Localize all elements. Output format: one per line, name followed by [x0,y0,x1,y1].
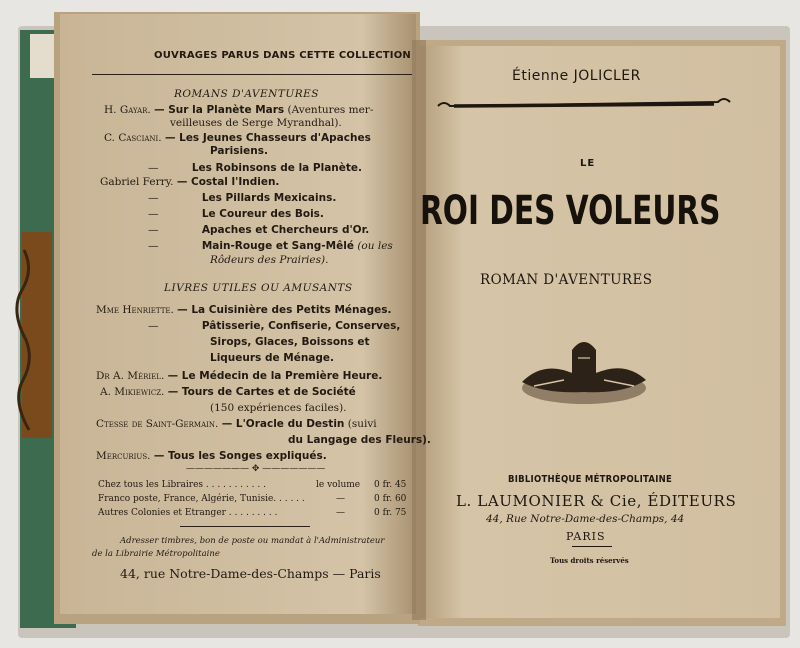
publisher-address-left: 44, rue Notre-Dame-des-Champs — Paris [120,566,381,581]
header-rule [92,74,412,75]
price-value-0: 0 fr. 45 [374,480,407,490]
entry-main-rouge: — Main-Rouge et Sang-Mêlé (ou les [148,240,393,252]
price-row-colonies: Autres Colonies et Etranger . . . . . . . . . [98,508,278,518]
book-title: ROI DES VOLEURS [420,188,721,234]
entry-saint-germain-cont: du Langage des Fleurs). [288,434,431,446]
publisher-name: L. LAUMONIER & Cie, ÉDITEURS [456,492,737,510]
entry-gayar-cont: veilleuses de Serge Myrandhal). [170,117,342,129]
book-subtitle: ROMAN D'AVENTURES [480,272,653,288]
price-value-1: 0 fr. 60 [374,494,407,504]
right-page [420,46,780,618]
entry-patisserie-cont2: Liqueurs de Ménage. [210,352,335,364]
marble-board [22,232,52,438]
entry-saint-germain: Ctesse de Saint-Germain. — L'Oracle du Destin (suivi [96,418,377,430]
entry-ferry: Gabriel Ferry. — Costal l'Indien. [100,176,280,188]
entry-robinsons: — Les Robinsons de la Planète. [148,162,363,174]
section-useful-heading: LIVRES UTILES OU AMUSANTS [164,282,353,294]
price-unit-2: — [336,508,345,518]
price-row-libraires: Chez tous les Libraires . . . . . . . . . . . [98,480,266,490]
price-value-2: 0 fr. 75 [374,508,407,518]
entry-meriel: Dr A. Mériel. — Le Médecin de la Première Heure. [96,370,383,382]
author-rule-ornament [434,96,734,112]
entry-mikiewicz-cont: (150 expériences faciles). [210,402,347,414]
price-rule [180,526,310,527]
entry-patisserie: — Pâtisserie, Confiserie, Conserves, [148,320,401,332]
sphinx-emblem [514,330,654,408]
imprint-name: BIBLIOTHÈQUE MÉTROPOLITAINE [508,474,673,485]
price-unit-0: le volume [316,480,361,490]
ornament-swash [454,104,714,106]
price-unit-1: — [336,494,345,504]
author-name: Étienne JOLICLER [512,68,641,84]
rights-reserved: Tous droits réservés [550,556,629,565]
left-page [60,14,431,614]
price-row-franco: Franco poste, France, Algérie, Tunisie. . . . . . [98,494,305,504]
section-adventures-heading: ROMANS D'AVENTURES [174,88,319,100]
ornament-divider: ——————— ✥ ——————— [186,464,326,474]
publisher-city: PARIS [566,530,606,543]
publisher-street: 44, Rue Notre-Dame-des-Champs, 44 [486,513,685,525]
entry-apaches: — Apaches et Chercheurs d'Or. [148,224,370,236]
entry-main-rouge-cont: Rôdeurs des Prairies). [210,254,329,266]
city-rule [572,546,612,547]
entry-mikiewicz: A. Mikiewicz. — Tours de Cartes et de Société [100,386,356,398]
entry-henriette: Mme Henriette. — La Cuisinière des Petits Ménages. [96,304,392,316]
entry-casciani-cont: Parisiens. [210,145,268,157]
collection-header: OUVRAGES PARUS DANS CETTE COLLECTION [154,50,411,61]
entry-mercurius: Mercurius. — Tous les Songes expliqués. [96,450,327,462]
address-intro-2: de la Librairie Métropolitaine [92,549,220,559]
entry-casciani: C. Casciani. — Les Jeunes Chasseurs d'Apaches [104,132,371,144]
entry-patisserie-cont1: Sirops, Glaces, Boissons et [210,336,370,348]
address-intro-1: Adresser timbres, bon de poste ou mandat à l'Administrateur [120,536,385,546]
entry-coureur: — Le Coureur des Bois. [148,208,324,220]
title-article: LE [580,158,596,169]
entry-gayar: H. Gayar. — Sur la Planète Mars (Aventures mer- [104,104,374,116]
entry-pillards: — Les Pillards Mexicains. [148,192,337,204]
